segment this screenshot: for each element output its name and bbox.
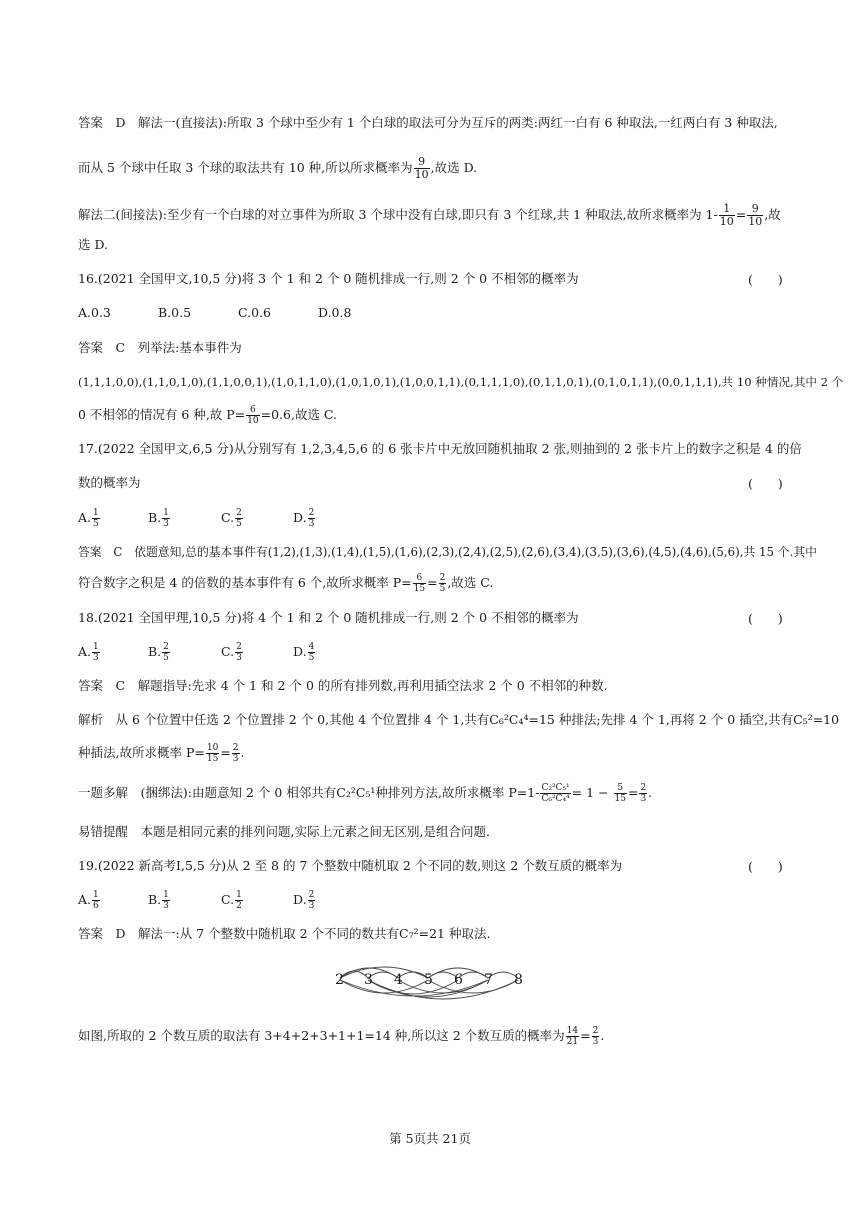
- answer-15-line-2: 而从 5 个球中任取 3 个球的取法共有 10 种,所以所求概率为 $\frac{9}{10}$ ,故选 D.: [78, 155, 478, 181]
- option-d-16: D.0.8: [318, 305, 352, 320]
- fraction: $\frac{2}{3}$: [308, 508, 315, 529]
- option-b-18: B. $\frac{2}{5}$: [148, 642, 169, 663]
- answer-blank-18: ( ): [748, 611, 783, 626]
- option-c-17: C. $\frac{2}{5}$: [221, 508, 242, 529]
- fraction: $\frac{9}{10}$: [414, 155, 429, 181]
- diagram-number-4: 4: [394, 972, 403, 988]
- answer-19-line-1: 答案 D 解法一:从 7 个整数中随机取 2 个不同的数共有C₇²=21 种取法.: [78, 926, 491, 941]
- option-c-19: C. $\frac{1}{2}$: [221, 890, 242, 911]
- option-b-19: B. $\frac{1}{3}$: [148, 890, 169, 911]
- diagram-number-3: 3: [364, 972, 373, 988]
- fraction: $\frac{5}{15}$: [614, 783, 626, 804]
- option-a-19: A. $\frac{1}{6}$: [78, 890, 99, 911]
- fraction: $\frac{\text{C₂²C₅¹}}{\text{C₆²C₄⁴}}$: [541, 783, 570, 804]
- answer-18-warning: 易错提醒 本题是相同元素的排列问题,实际上元素之间无区别,是组合问题.: [78, 824, 490, 839]
- fraction: $\frac{2}{3}$: [236, 642, 242, 663]
- answer-19-line-2: 如图,所取的 2 个数互质的取法有 3+4+2+3+1+1=14 种,所以这 2 个数互质的概率为 $\frac{14}{21}$ = $\frac{2}{3}$ .: [78, 1026, 605, 1047]
- answer-18-alternative: 一题多解 (捆绑法):由题意知 2 个 0 相邻共有C₂²C₅¹种排列方法,故所求概率 P=1- $\frac{\text{C₂²C₅¹}}{\text{C₆²C₄⁴}}$ = 1 − $\frac{5}{15}$ = $\frac{2}{3}$ .: [78, 783, 653, 804]
- option-d-17: D. $\frac{2}{3}$: [293, 508, 315, 529]
- fraction: $\frac{10}{15}$: [206, 743, 219, 764]
- diagram-number-6: 6: [454, 972, 463, 988]
- question-17-line-1: 17.(2022 全国甲文,6,5 分)从分别写有 1,2,3,4,5,6 的 6 张卡片中无放回随机抽取 2 张,则抽到的 2 张卡片上的数字之积是 4 的倍: [78, 441, 802, 456]
- fraction: $\frac{2}{3}$: [592, 1026, 599, 1047]
- option-a-17: A. $\frac{1}{5}$: [78, 508, 99, 529]
- fraction: $\frac{1}{3}$: [93, 642, 99, 663]
- fraction: $\frac{2}{3}$: [640, 783, 647, 804]
- answer-blank-16: ( ): [748, 272, 783, 287]
- fraction: $\frac{14}{21}$: [566, 1026, 579, 1047]
- option-a-18: A. $\frac{1}{3}$: [78, 642, 99, 663]
- fraction: $\frac{1}{3}$: [163, 508, 169, 529]
- fraction: $\frac{1}{2}$: [236, 890, 242, 911]
- answer-15-method-2: 解法二(间接法):至少有一个白球的对立事件为所取 3 个球中没有白球,即只有 3 个红球,共 1 种取法,故所求概率为 1- $\frac{1}{10}$ = $\frac{9}{10}$ ,故: [78, 202, 781, 228]
- option-d-19: D. $\frac{2}{3}$: [293, 890, 315, 911]
- fraction: $\frac{4}{5}$: [308, 642, 315, 663]
- page-footer: 第 5页共 21页: [389, 1131, 471, 1146]
- fraction: $\frac{1}{3}$: [163, 890, 169, 911]
- answer-16-line-3: 0 不相邻的情况有 6 种,故 P= $\frac{6}{10}$ =0.6,故选 C.: [78, 405, 338, 426]
- answer-15-line-4: 选 D.: [78, 237, 109, 252]
- answer-16-line-1: 答案 C 列举法:基本事件为: [78, 340, 242, 355]
- answer-16-line-2: (1,1,1,0,0),(1,1,0,1,0),(1,1,0,0,1),(1,0,1,1,0),(1,0,1,0,1),(1,0,0,1,1),(0,1,1,1,0),(0,1,1,0,1),(0,1,0,1,1),(0,0,1,1,1),共 10 种情况,其中 2 个: [78, 375, 844, 389]
- answer-blank-19: ( ): [748, 859, 783, 874]
- question-19: 19.(2022 新高考Ⅰ,5,5 分)从 2 至 8 的 7 个整数中随机取 2 个不同的数,则这 2 个数互质的概率为: [78, 858, 623, 873]
- option-b-17: B. $\frac{1}{3}$: [148, 508, 169, 529]
- answer-18-line-3: 种插法,故所求概率 P= $\frac{10}{15}$ = $\frac{2}{3}$ .: [78, 743, 245, 764]
- question-16: 16.(2021 全国甲文,10,5 分)将 3 个 1 和 2 个 0 随机排成一行,则 2 个 0 不相邻的概率为: [78, 271, 579, 286]
- option-b-16: B.0.5: [158, 305, 192, 320]
- diagram-number-7: 7: [484, 972, 493, 988]
- diagram-number-2: 2: [335, 972, 344, 988]
- diagram-number-5: 5: [424, 972, 433, 988]
- option-c-18: C. $\frac{2}{3}$: [221, 642, 242, 663]
- fraction: $\frac{1}{5}$: [93, 508, 99, 529]
- fraction: $\frac{9}{10}$: [748, 202, 763, 228]
- fraction: $\frac{2}{3}$: [308, 890, 315, 911]
- fraction: $\frac{1}{10}$: [719, 202, 734, 228]
- question-17-line-2: 数的概率为: [78, 475, 141, 490]
- fraction: $\frac{2}{5}$: [439, 573, 446, 594]
- fraction: $\frac{1}{6}$: [93, 890, 99, 911]
- question-18: 18.(2021 全国甲理,10,5 分)将 4 个 1 和 2 个 0 随机排成一行,则 2 个 0 不相邻的概率为: [78, 610, 579, 625]
- fraction: $\frac{2}{5}$: [236, 508, 242, 529]
- answer-17-line-2: 符合数字之积是 4 的倍数的基本事件有 6 个,故所求概率 P= $\frac{6}{15}$ = $\frac{2}{5}$ ,故选 C.: [78, 573, 494, 594]
- answer-15-line-1: 答案 D 解法一(直接法):所取 3 个球中至少有 1 个白球的取法可分为互斥的两类:两红一白有 6 种取法,一红两白有 3 种取法,: [78, 115, 778, 130]
- fraction: $\frac{2}{3}$: [232, 743, 239, 764]
- option-c-16: C.0.6: [238, 305, 271, 320]
- option-d-18: D. $\frac{4}{5}$: [293, 642, 315, 663]
- answer-18-line-1: 答案 C 解题指导:先求 4 个 1 和 2 个 0 的所有排列数,再利用插空法求 2 个 0 不相邻的种数.: [78, 678, 608, 693]
- answer-18-analysis: 解析 从 6 个位置中任选 2 个位置排 2 个 0,其他 4 个位置排 4 个 1,共有C₆²C₄⁴=15 种排法;先排 4 个 1,再将 2 个 0 插空,共有C₅²=10: [78, 712, 840, 727]
- option-a-16: A.0.3: [78, 305, 111, 320]
- fraction: $\frac{2}{5}$: [163, 642, 169, 663]
- fraction: $\frac{6}{10}$: [247, 405, 259, 426]
- fraction: $\frac{6}{15}$: [413, 573, 426, 594]
- coprime-arc-diagram: [326, 962, 536, 1010]
- diagram-number-8: 8: [514, 972, 523, 988]
- answer-17-line-1: 答案 C 依题意知,总的基本事件有(1,2),(1,3),(1,4),(1,5),(1,6),(2,3),(2,4),(2,5),(2,6),(3,4),(3,5),(3,6),(4,5),(4,6),(5,6),共 15 个.其中: [78, 545, 817, 559]
- answer-blank-17: ( ): [748, 476, 783, 491]
